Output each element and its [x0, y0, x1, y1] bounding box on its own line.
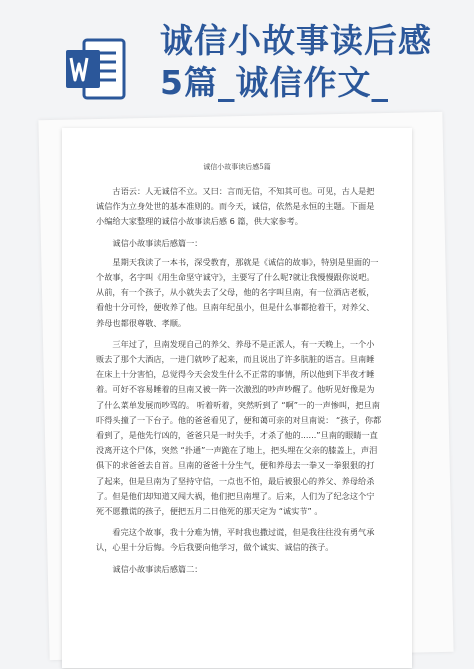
document-page [62, 128, 412, 668]
paragraph-story-1: 星期天我读了一本书，深受教育，那就是《诚信的故事》，特别是里面的一个故事，名字叫《用生命坚守诚守》，主要写了什么呢?就让我慢慢跟你说吧。 从前，有一个孩子，从小就失去了父母，他的名字叫旦南，有一位酒店老板，看他十分可怜，便收养了他。旦南年纪虽小，但是什么事都抢着干，对养父、养母也都很尊敬、孝顺。 [96, 256, 379, 328]
paragraph-intro: 古语云：人无诚信不立。又曰：言而无信，不知其可也。可见，古人是把诚信作为立身处世的基本准则的。而今天，诚信，依然是永恒的主题。下面是小编给大家整理的诚信小故事读后感 6 篇，供大家参考。 [96, 186, 375, 227]
document-heading: 诚信小故事读后感5篇 [203, 163, 271, 171]
page-title [160, 20, 460, 104]
word-document-icon [62, 36, 128, 102]
paragraph-reflection: 看完这个故事，我十分难为情，平时我也撒过谎，但是我往往没有勇气承认，心里十分后悔。今后我要向他学习，做个诚实、诚信的孩子。 [96, 527, 375, 553]
document-body [96, 184, 382, 581]
banner [0, 0, 474, 120]
paragraph-story-2: 三年过了，旦南发现自己的养父、养母不是正派人，有一天晚上，一个小贩去了那个大酒店，一进门就吵了起来，而且说出了许多肮脏的语言。旦南睡在床上十分害怕，总觉得今天会发生什么不正常的事情，所以他到下半夜才睡着。可好不容易睡着的旦南又被一阵一次激烈的吵声吵醒了。他听见好像是为了什么菜单发展而吵骂的。 听着听着，突然听到了 “啊”一的一声惨叫，把旦南吓得头撞了一下台子。他的爸爸看见了，便和蔼可亲的对旦南说： “孩子，你都看到了，是他先行凶的，爸爸只是一时失手，才杀了他的......”旦南的眼睛一直没离开这个尸体，突然 “扑通”一声跪在了地上，把头埋在父亲的膝盖上，声泪俱下的求爸爸去自首。旦南的爸爸十分生气，便和养母去一拳又一拳狠狠的打了起来，但是旦南为了坚持守信，一点也不怕，最后被狠心的养父、养母给杀了。但是他们却知道又闯大祸，他们把旦南埋了。后来，人们为了纪念这个宁死不愿撒谎的孩子，便把五月二日他死的那天定为 “诚实节” 。 [96, 338, 382, 517]
section-heading-1: 诚信小故事读后感篇一： [112, 237, 203, 248]
section-heading-2: 诚信小故事读后感篇二： [112, 563, 203, 574]
title-line-1: 诚信小故事读后感 [160, 21, 432, 60]
title-line-2: 5篇_诚信作文_ [160, 63, 389, 102]
